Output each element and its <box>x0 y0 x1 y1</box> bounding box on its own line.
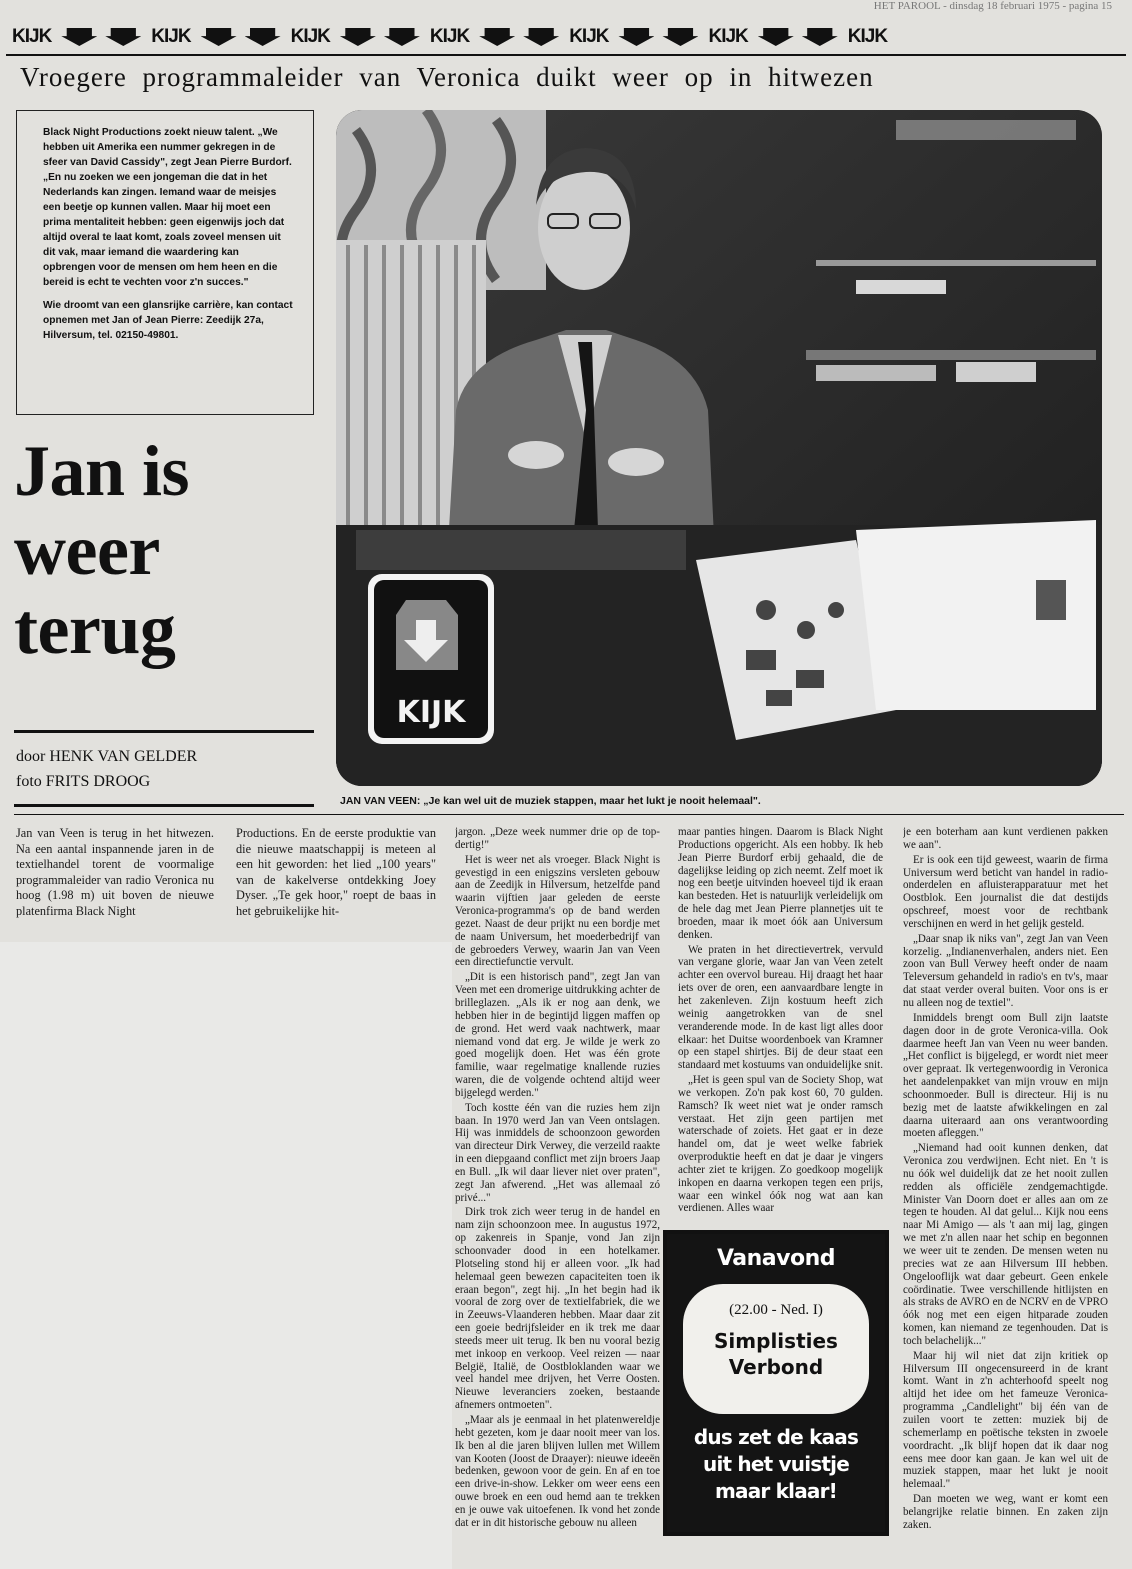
column-5 <box>903 826 1108 1566</box>
column-3 <box>455 826 660 1566</box>
section-label: KIJK <box>708 26 748 47</box>
arrow-down-icon <box>384 28 420 46</box>
arrow-down-icon <box>758 28 794 46</box>
byline-rule-bottom <box>14 804 314 807</box>
paragraph: je een boterham aan kunt verdienen pakken we aan". <box>903 826 1108 851</box>
arrow-down-icon <box>802 28 838 46</box>
advert-slogan-line: uit het vuistje <box>703 1452 849 1476</box>
title-line: Jan is <box>14 431 190 511</box>
section-label: KIJK <box>151 26 191 47</box>
advert-slogan <box>667 1424 885 1505</box>
paragraph: We praten in het directievertrek, vervuld van vergane glorie, waar Jan van Veen zetelt achter een overvol bureau. Hij draagt het haar iets over de oren, een aanvaardbare lengte in het zakenleven. Zijn kostuum heeft zich weinig aangetrokken van de snel veranderende mode. In de kast ligt alles door elkaar: het Duitse woordenboek van Kramner op een stapel shirtjes. Bij de deur staat een standaard met kostuums van onduidelijke snit. <box>678 943 883 1072</box>
banner-rule <box>6 54 1126 56</box>
paragraph: „Het is geen spul van de Society Shop, wat we verkopen. Zo'n pak kost 60, 70 gulden. Ramsch? Ik weet niet wat je onder ramsch verstaat. Het zijn geen partijen met waterschade of zoiets. Het gaat er in deze handel om, dat je weet welke fabriek overproduktie heeft en dat je daar je vingers achter ziet te krijgen. Zo goedkoop mogelijk inkopen en daarna verkopen tegen een prijs, waar een winkel óók nog wat aan kan verdienen. Alles waar <box>678 1074 883 1215</box>
arrow-down-icon <box>618 28 654 46</box>
title-line: weer <box>14 510 160 590</box>
paragraph: Het is weer net als vroeger. Black Night is gevestigd in een enigszins versleten gebouw aan de Zeedijk in Hilversum, hetzelfde pand waarin vijftien jaar geleden de eerste Veronica-programma's op de band werden gezet. Naast de deur prijkt nu een bordje met de naam Universum, het moederbedrijf van de gebroeders Verwey, waarin Jan van Veen een directiefunctie vervult. <box>455 853 660 969</box>
column-4 <box>678 826 883 1221</box>
arrow-down-icon <box>105 28 141 46</box>
paragraph: „Niemand had ooit kunnen denken, dat Veronica zou verdwijnen. Echt niet. En 't is nu óók wel duidelijk dat ze het nooit zullen redden als officiële zendgemachtigde. Minister Van Doorn doet er alles aan om ze tegen te houden. Al dat gelul... Kijk nou eens naar Mi Amigo — als 't aan mij lag, gingen we met z'n allen naar het schip en begonnen we weer uit te zenden. De mensen weten nu precies wat ze aan Hilversum III hebben. Ongelooflijk wat daar gebeurt. Geen enkele coördinatie. Twee verschillende hitlijsten en als straks de AVRO en de NCRV en de VPRO óók nog met een eigen hitparade zouden komen, kan niemand ze tegenhouden. Dat is toch belachelijk..." <box>903 1142 1108 1347</box>
paragraph: maar panties hingen. Daarom is Black Night Productions opgericht. Als een hobby. Ik heb Jean Pierre Burdorf erbij gehaald, die de dagelijkse leiding op zich neemt. Zelf moet ik nog een beetje uitvinden hoeveel tijd ik eraan kan besteden. Het is natuurlijk verleidelijk om de hele dag met Jean Pierre plannetjes uit te broeden, maar ik moet óók aan Universum denken. <box>678 826 883 941</box>
arrow-down-icon <box>479 28 515 46</box>
paragraph: „Maar als je eenmaal in het platenwereldje hebt gezeten, kom je daar nooit meer van los. Ik ben al die jaren blijven lullen met Willem van Kooten (Joost de Draayer): nieuwe ideeën bedenken, gewoon voor de gein. En af en toe een drive-in-show. Lekker om weer eens een ouwe broek en een oud hemd aan te trekken en je ouwe vak uitoefenen. Ik vond het zonde dat er in dit historische gebouw nu alleen <box>455 1413 660 1529</box>
column-1 <box>16 826 214 921</box>
arrow-down-icon <box>662 28 698 46</box>
section-label: KIJK <box>429 26 470 47</box>
caption-rule <box>14 814 1124 815</box>
section-label: KIJK <box>569 26 609 47</box>
arrow-down-icon <box>61 28 97 46</box>
section-label: KIJK <box>290 26 330 47</box>
paragraph: Dirk trok zich weer terug in de handel en nam zijn schoonzoon mee. In augustus 1972, op zakenreis in Spanje, vond Jan zijn schoonvader dood in een hotelkamer. Plotseling stond hij er alleen voor. „Ik had helemaal geen bewezen capaciteiten toen ik eraan begon", zegt hij. „In het begin had ik vooral de zorg over de textielfabriek, die we in Zeeuws-Vlaanderen hebben. Maar daar zit een goeie bedrijfsleider en ik trek me daar steeds meer uit terug. Ik ben nu vooral bezig met inkoop en verkoop. Veel reizen — naar België, Italië, de Oostbloklanden waar we veel handel mee drijven, het Verre Oosten. Nieuwe leveranciers zoeken, bestaande afnemers ontmoeten". <box>455 1206 660 1412</box>
advert-screen <box>683 1284 869 1414</box>
photo-illustration <box>336 110 1102 786</box>
paragraph: Maar hij wil niet dat zijn kritiek op Hilversum III ongecensureerd in de krant komt. Want in z'n achterhoofd speelt nog altijd het idee om het fameuze Veronica-programma „Candlelight" bij één van de zuilen voort te zetten: muziek bij de schemerlamp en poëtische teksten in zwoele voordracht. „Ik blijf hopen dat ik daar nog eens mee door kan gaan. Je kan wel uit de muziek stappen, maar het lukt je nooit helemaal." <box>903 1349 1108 1491</box>
paragraph: Jan van Veen is terug in het hitwezen. Na een aantal inspannende jaren in de textielhandel torent de voormalige programmaleider van radio Veronica nu hoog (1.98 m) uit boven de nieuwe platenfirma Black Night <box>16 826 214 918</box>
column-2 <box>236 826 436 921</box>
arrow-down-icon <box>523 28 559 46</box>
page-headline: Vroegere programmaleider van Veronica duikt weer op in hitwezen <box>20 62 874 92</box>
byline-photographer: foto FRITS DROOG <box>16 773 151 790</box>
paragraph: Inmiddels brengt oom Bull zijn laatste dagen door in de grote Veronica-villa. Ook daarmee heeft Jan van Veen nu weer banden. „Het conflict is bijgelegd, er wordt niet meer over gepraat. Ik vertegenwoordig in Veronica het aandelenpakket van mijn vrouw en mijn schoonmoeder. Bull is directeur. Hij is nu bezig met de laatste afwikkelingen en zal daarna uiteraard aan ons verantwoording moeten afleggen." <box>903 1011 1108 1140</box>
paragraph: Er is ook een tijd geweest, waarin de firma Universum werd beticht van handel in radio-onderdelen en afluisterapparatuur met het Oostblok. Een journalist die dat destijds opschreef, moest voor de rechtbank verschijnen en werd in het gelijk gesteld. <box>903 853 1108 930</box>
box-paragraph: Black Night Productions zoekt nieuw talent. „We hebben uit Amerika een nummer gekregen in de sfeer van David Cassidy", zegt Jean Pierre Burdorf. „En nu zoeken we een jongeman die dat in het Nederlands kan zingen. Iemand waar de meisjes een beetje op kunnen vallen. Maar hij moet een prima mentaliteit hebben: geen eigenwijs joch dat altijd overal te laat komt, zoals zoveel mensen uit dit vak, maar iemand die waardering kan opbrengen voor de mensen om hem heen en die bereid is echt te vechten voor z'n succes." <box>43 127 292 288</box>
advert-broadcast-time: (22.00 - Ned. I) <box>729 1302 823 1318</box>
byline <box>16 744 197 794</box>
title-line: terug <box>14 589 176 669</box>
arrow-down-icon <box>340 28 376 46</box>
advert-slogan-line: maar klaar! <box>715 1479 837 1503</box>
photo-caption: JAN VAN VEEN: „Je kan wel uit de muziek stappen, maar het lukt je nooit helemaal". <box>340 795 761 807</box>
arrow-down-icon <box>245 28 281 46</box>
section-banner <box>6 22 1126 52</box>
tv-advert <box>663 1230 889 1536</box>
photo-logo-text: KIJK <box>396 695 466 730</box>
paragraph: Toch kostte één van die ruzies hem zijn baan. In 1970 werd Jan van Veen ontslagen. Hij was inmiddels de schoonzoon geworden van directeur Dirk Verwey, die verzeild raakte in een diepgaand conflict met zijn broers Jaap en Bull. „Ik wil daar liever niet over praten", zegt Jan afwerend. „Het was allemaal zó privé..." <box>455 1101 660 1204</box>
byline-rule-top <box>14 730 314 733</box>
advert-title: Vanavond <box>716 1246 836 1271</box>
paragraph: Dan moeten we weg, want er komt een belangrijke relatie binnen. En zaken zijn zaken. <box>903 1493 1108 1531</box>
section-label: KIJK <box>12 26 52 47</box>
advert-slogan-line: dus zet de kaas <box>693 1425 859 1449</box>
advert-name-line: Simplisties <box>714 1329 838 1353</box>
masthead: HET PAROOL - dinsdag 18 februari 1975 - pagina 15 <box>873 0 1112 12</box>
talent-search-box <box>16 110 314 415</box>
byline-author: door HENK VAN GELDER <box>16 748 198 765</box>
article-photo <box>336 110 1102 786</box>
section-label: KIJK <box>847 26 888 47</box>
paragraph: Productions. En de eerste produktie van die nieuwe maatschappij is meteen al een hit geworden: het lied „100 years" van de kakelverse ontdekking Joey Dyser. „Te gek hoor," roept de baas in het gebruikelijke hit- <box>236 826 436 918</box>
advert-program-name <box>683 1328 869 1380</box>
paragraph: jargon. „Deze week nummer drie op de top-dertig!" <box>455 826 660 851</box>
arrow-down-icon <box>201 28 237 46</box>
box-contact: Wie droomt van een glansrijke carrière, kan contact opnemen met Jan of Jean Pierre: Zeedijk 27a, Hilversum, tel. 02150-49801. <box>43 300 293 341</box>
paragraph: „Dit is een historisch pand", zegt Jan van Veen met een dromerige uitdrukking achter de brilleglazen. „Als ik er nog aan denk, we hebben hier in de begintijd liggen maffen op de grond. Het werd vaak nachtwerk, maar niemand vond dat erg. Je wilde je werk zo goed mogelijk doen. Het was één grote familie, waar regelmatige knallende ruzies waren, die de volgende ochtend altijd weer bijgelegd werden." <box>455 971 660 1099</box>
paragraph: „Daar snap ik niks van", zegt Jan van Veen korzelig. „Indianenverhalen, anders niet. Een zoon van Bull Verwey heeft onder de naam Televersum gehandeld in radio's en tv's, maar dat staat verder overal buiten. Voor ons is er nu alleen nog de textiel". <box>903 932 1108 1009</box>
article-title <box>14 432 314 669</box>
advert-name-line: Verbond <box>728 1355 824 1379</box>
